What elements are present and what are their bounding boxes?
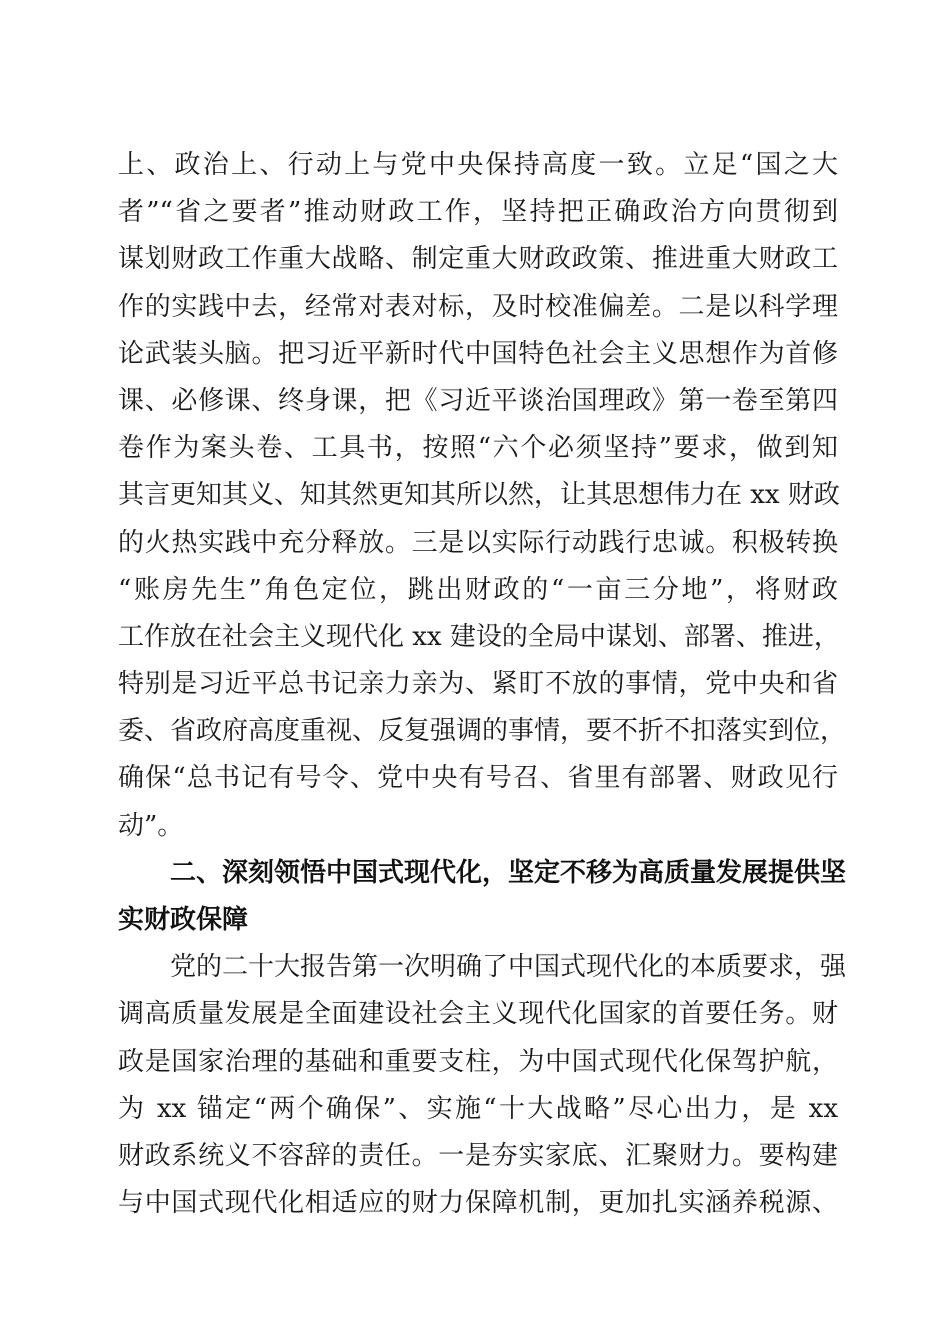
paragraph-line: 委、省政府高度重视、反复强调的事情，要不折不扣落实到位， bbox=[118, 716, 847, 747]
paragraph-line: 政是国家治理的基础和重要支柱，为中国式现代化保驾护航， bbox=[118, 1046, 838, 1077]
paragraph-line: 党的二十大报告第一次明确了中国式现代化的本质要求，强 bbox=[170, 952, 847, 983]
section-heading: 实财政保障 bbox=[118, 905, 249, 935]
paragraph-line: 为 xx 锚定“两个确保”、实施“十大战略”尽心出力，是 xx bbox=[118, 1093, 838, 1124]
paragraph-line: 论武装头脑。把习近平新时代中国特色社会主义思想作为首修 bbox=[118, 338, 838, 369]
paragraph-line: 谋划财政工作重大战略、制定重大财政政策、推进重大财政工 bbox=[118, 244, 838, 275]
paragraph-line: 调高质量发展是全面建设社会主义现代化国家的首要任务。财 bbox=[118, 999, 838, 1030]
paragraph-line: 确保“总书记有号令、党中央有号召、省里有部署、财政见行 bbox=[118, 763, 838, 794]
paragraph-line: 卷作为案头卷、工具书，按照“六个必须坚持”要求，做到知 bbox=[118, 433, 838, 464]
paragraph-line: 者”“省之要者”推动财政工作，坚持把正确政治方向贯彻到 bbox=[118, 197, 838, 228]
paragraph-line: 其言更知其义、知其然更知其所以然，让其思想伟力在 xx 财政 bbox=[118, 480, 840, 511]
paragraph-line: 的火热实践中充分释放。三是以实际行动践行忠诚。积极转换 bbox=[118, 527, 838, 558]
paragraph-line: 财政系统义不容辞的责任。一是夯实家底、汇聚财力。要构建 bbox=[118, 1140, 838, 1171]
paragraph-line: 工作放在社会主义现代化 xx 建设的全局中谋划、部署、推进， bbox=[118, 621, 840, 652]
paragraph-line: 与中国式现代化相适应的财力保障机制，更加扎实涵养税源、 bbox=[118, 1188, 838, 1219]
paragraph-line: “账房先生”角色定位，跳出财政的“一亩三分地”，将财政 bbox=[118, 574, 838, 605]
paragraph-line: 特别是习近平总书记亲力亲为、紧盯不放的事情，党中央和省 bbox=[118, 669, 838, 700]
paragraph-line: 动”。 bbox=[118, 810, 184, 841]
paragraph-line: 作的实践中去，经常对表对标，及时校准偏差。二是以科学理 bbox=[118, 291, 838, 322]
paragraph-line: 课、必修课、终身课，把《习近平谈治国理政》第一卷至第四 bbox=[118, 385, 838, 416]
document-body bbox=[118, 142, 847, 1227]
paragraph-line: 上、政治上、行动上与党中央保持高度一致。立足“国之大 bbox=[118, 150, 838, 180]
section-heading: 二、深刻领悟中国式现代化，坚定不移为高质量发展提供坚 bbox=[170, 857, 847, 888]
